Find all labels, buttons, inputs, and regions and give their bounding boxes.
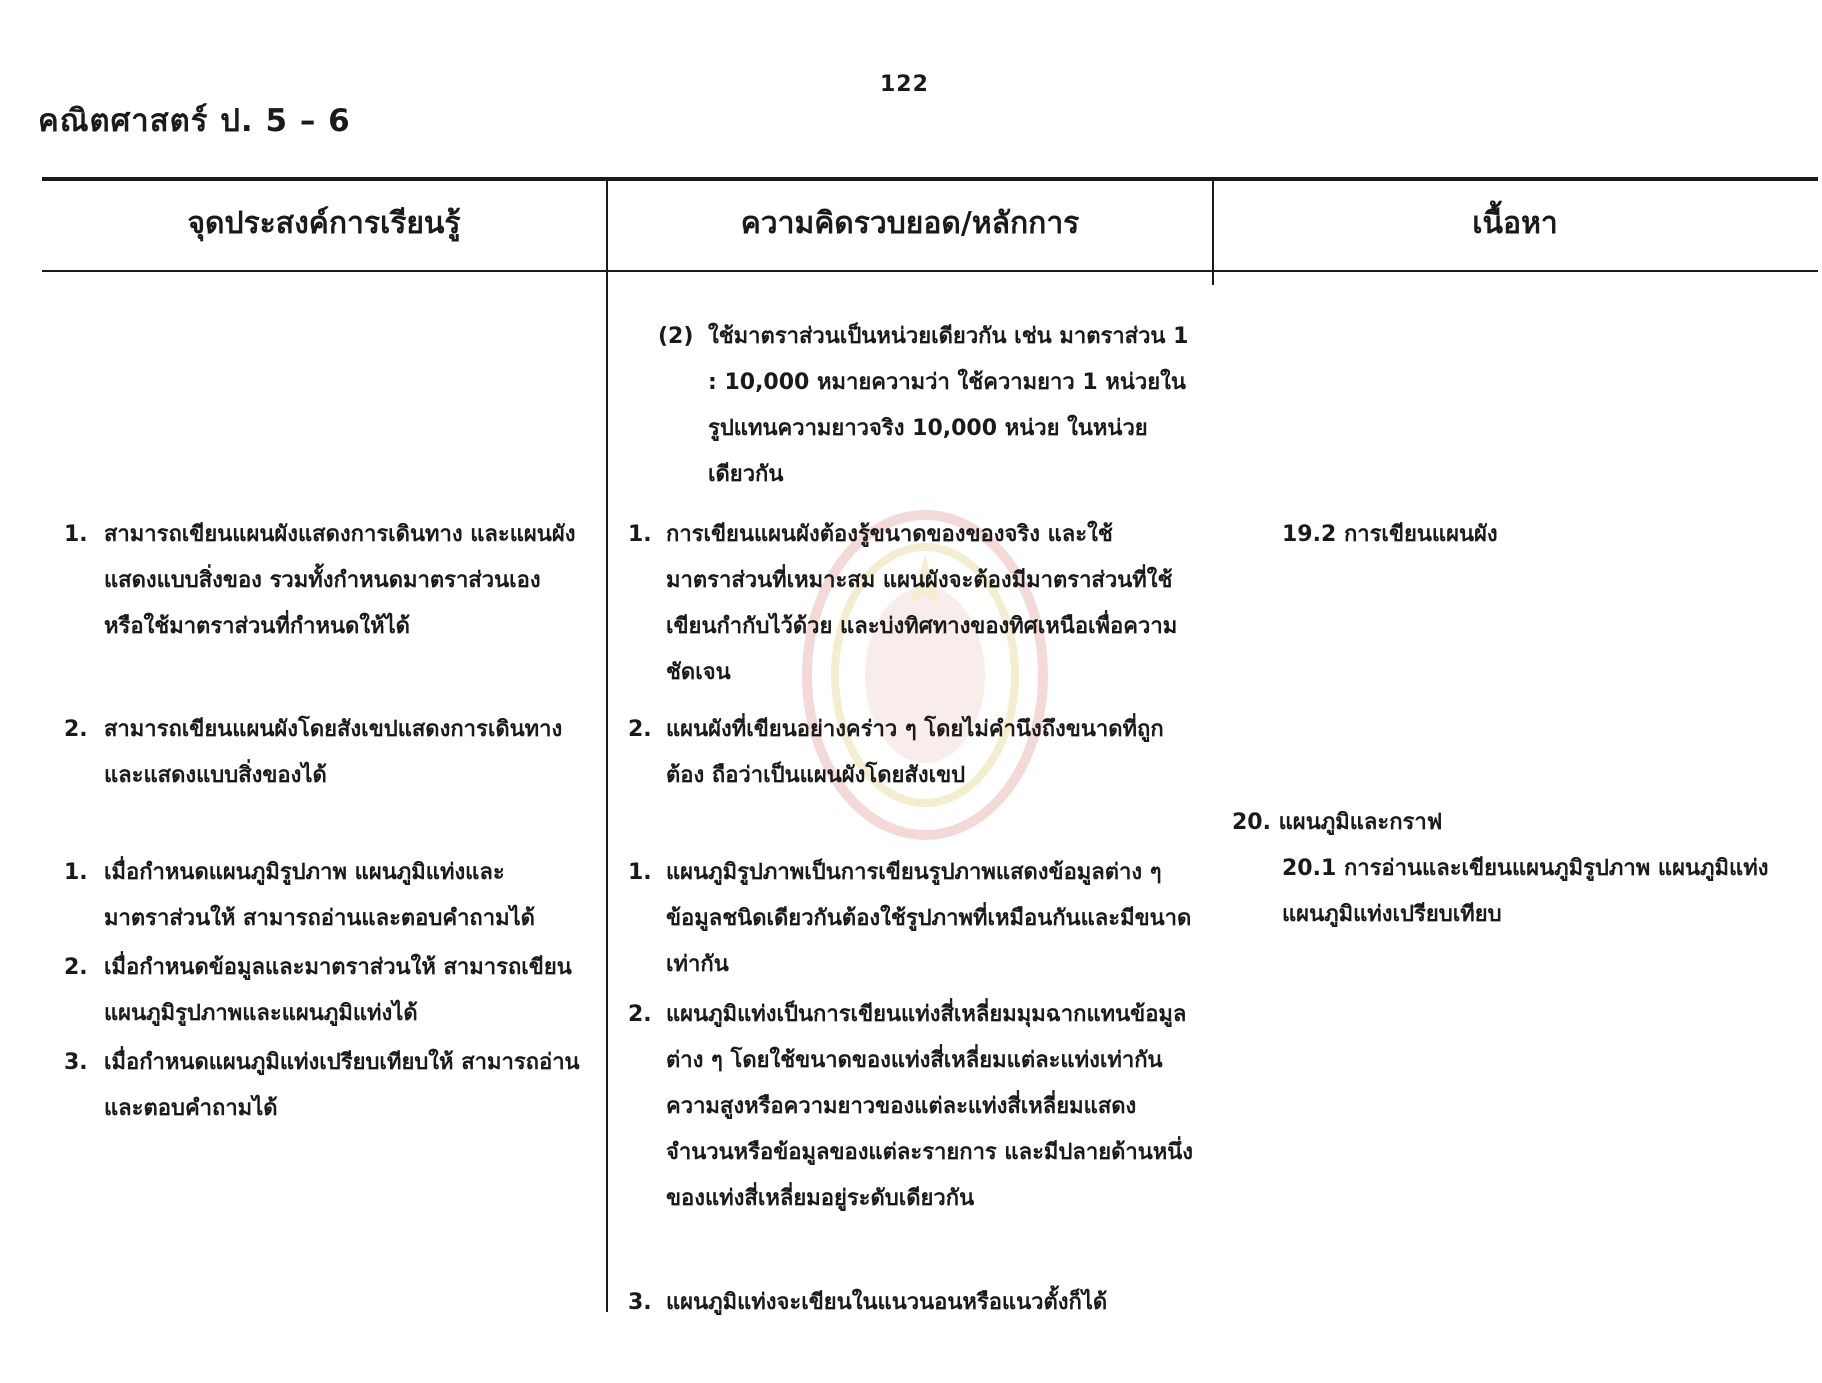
concept-item <box>628 1280 1198 1326</box>
item-text: สามารถเขียนแผนผังโดยสังเขปแสดงการเดินทางและแสดงแบบสิ่งของได้ <box>104 717 563 788</box>
item-number: 3. <box>64 1050 88 1075</box>
content-heading: 20. แผนภูมิและกราฟ <box>1232 810 1443 835</box>
item-number: 1. <box>64 860 88 885</box>
item-number: 1. <box>628 860 652 885</box>
content-item: 19.2 การเขียนแผนผัง <box>1282 522 1498 547</box>
table-header-rule <box>42 270 1818 272</box>
table-top-rule <box>42 177 1818 181</box>
content-subitem <box>1232 846 1802 938</box>
concept-scale-unit <box>628 314 1198 498</box>
item-text: ใช้มาตราส่วนเป็นหน่วยเดียวกัน เช่น มาตราส่วน 1 : 10,000 หมายความว่า ใช้ความยาว 1 หน่วยในรูปแทนความยาวจริง 10,000 หน่วย ในหน่วยเดียวกัน <box>708 324 1189 487</box>
item-text: การเขียนแผนผังต้องรู้ขนาดของของจริง และใช้มาตราส่วนที่เหมาะสม แผนผังจะต้องมีมาตราส่วนที่ใช้เขียนกำกับไว้ด้วย และบ่งทิศทางของทิศเหนือเพื่อความชัดเจน <box>666 522 1178 685</box>
item-text: แผนภูมิรูปภาพเป็นการเขียนรูปภาพแสดงข้อมูลต่าง ๆ ข้อมูลชนิดเดียวกันต้องใช้รูปภาพที่เหมือนกันและมีขนาดเท่ากัน <box>666 860 1192 977</box>
item-number: 1. <box>628 522 652 547</box>
item-text: เมื่อกำหนดแผนภูมิแท่งเปรียบเทียบให้ สามารถอ่านและตอบคำถามได้ <box>104 1050 580 1121</box>
page-number: 122 <box>880 72 929 97</box>
item-number: (2) <box>658 324 694 349</box>
item-text: แผนภูมิแท่งเป็นการเขียนแท่งสี่เหลี่ยมมุมฉากแทนข้อมูลต่าง ๆ โดยใช้ขนาดของแท่งสี่เหลี่ยมแต่ละแท่งเท่ากัน ความสูงหรือความยาวของแต่ละแท่งสี่เหลี่ยมแสดงจำนวนหรือข้อมูลของแต่ละรายการ และมีปลายด้านหนึ่งของแท่งสี่เหลี่ยมอยู่ระดับเดียวกัน <box>666 1002 1194 1211</box>
item-text: เมื่อกำหนดแผนภูมิรูปภาพ แผนภูมิแท่งและมาตราส่วนให้ สามารถอ่านและตอบคำถามได้ <box>104 860 535 931</box>
item-number: 2. <box>64 717 88 742</box>
objective-item <box>64 512 584 650</box>
concept-item <box>628 512 1198 696</box>
item-text: 20.1 การอ่านและเขียนแผนภูมิรูปภาพ แผนภูมิแท่ง แผนภูมิแท่งเปรียบเทียบ <box>1282 856 1769 927</box>
objective-item <box>64 850 584 942</box>
document-heading: คณิตศาสตร์ ป. 5 – 6 <box>38 103 351 139</box>
objective-item <box>64 707 584 799</box>
objective-item <box>64 945 584 1037</box>
item-text: สามารถเขียนแผนผังแสดงการเดินทาง และแผนผังแสดงแบบสิ่งของ รวมทั้งกำหนดมาตราส่วนเอง หรือใช้มาตราส่วนที่กำหนดให้ได้ <box>104 522 576 639</box>
column-header-objectives: จุดประสงค์การเรียนรู้ <box>187 206 461 241</box>
item-text: เมื่อกำหนดข้อมูลและมาตราส่วนให้ สามารถเขียนแผนภูมิรูปภาพและแผนภูมิแท่งได้ <box>104 955 572 1026</box>
item-text: แผนภูมิแท่งจะเขียนในแนวนอนหรือแนวตั้งก็ได้ <box>666 1290 1108 1315</box>
item-number: 2. <box>628 717 652 742</box>
item-number: 2. <box>628 1002 652 1027</box>
concept-item <box>628 850 1198 988</box>
item-number: 1. <box>64 522 88 547</box>
column-header-concepts: ความคิดรวบยอด/หลักการ <box>740 206 1080 241</box>
concept-item <box>628 992 1198 1222</box>
objective-item <box>64 1040 584 1132</box>
column-divider-left <box>606 177 608 1312</box>
item-number: 3. <box>628 1290 652 1315</box>
item-number: 2. <box>64 955 88 980</box>
item-text: แผนผังที่เขียนอย่างคร่าว ๆ โดยไม่คำนึงถึงขนาดที่ถูกต้อง ถือว่าเป็นแผนผังโดยสังเขป <box>666 717 1164 788</box>
concept-item <box>628 707 1198 799</box>
column-header-content: เนื้อหา <box>1472 206 1558 241</box>
